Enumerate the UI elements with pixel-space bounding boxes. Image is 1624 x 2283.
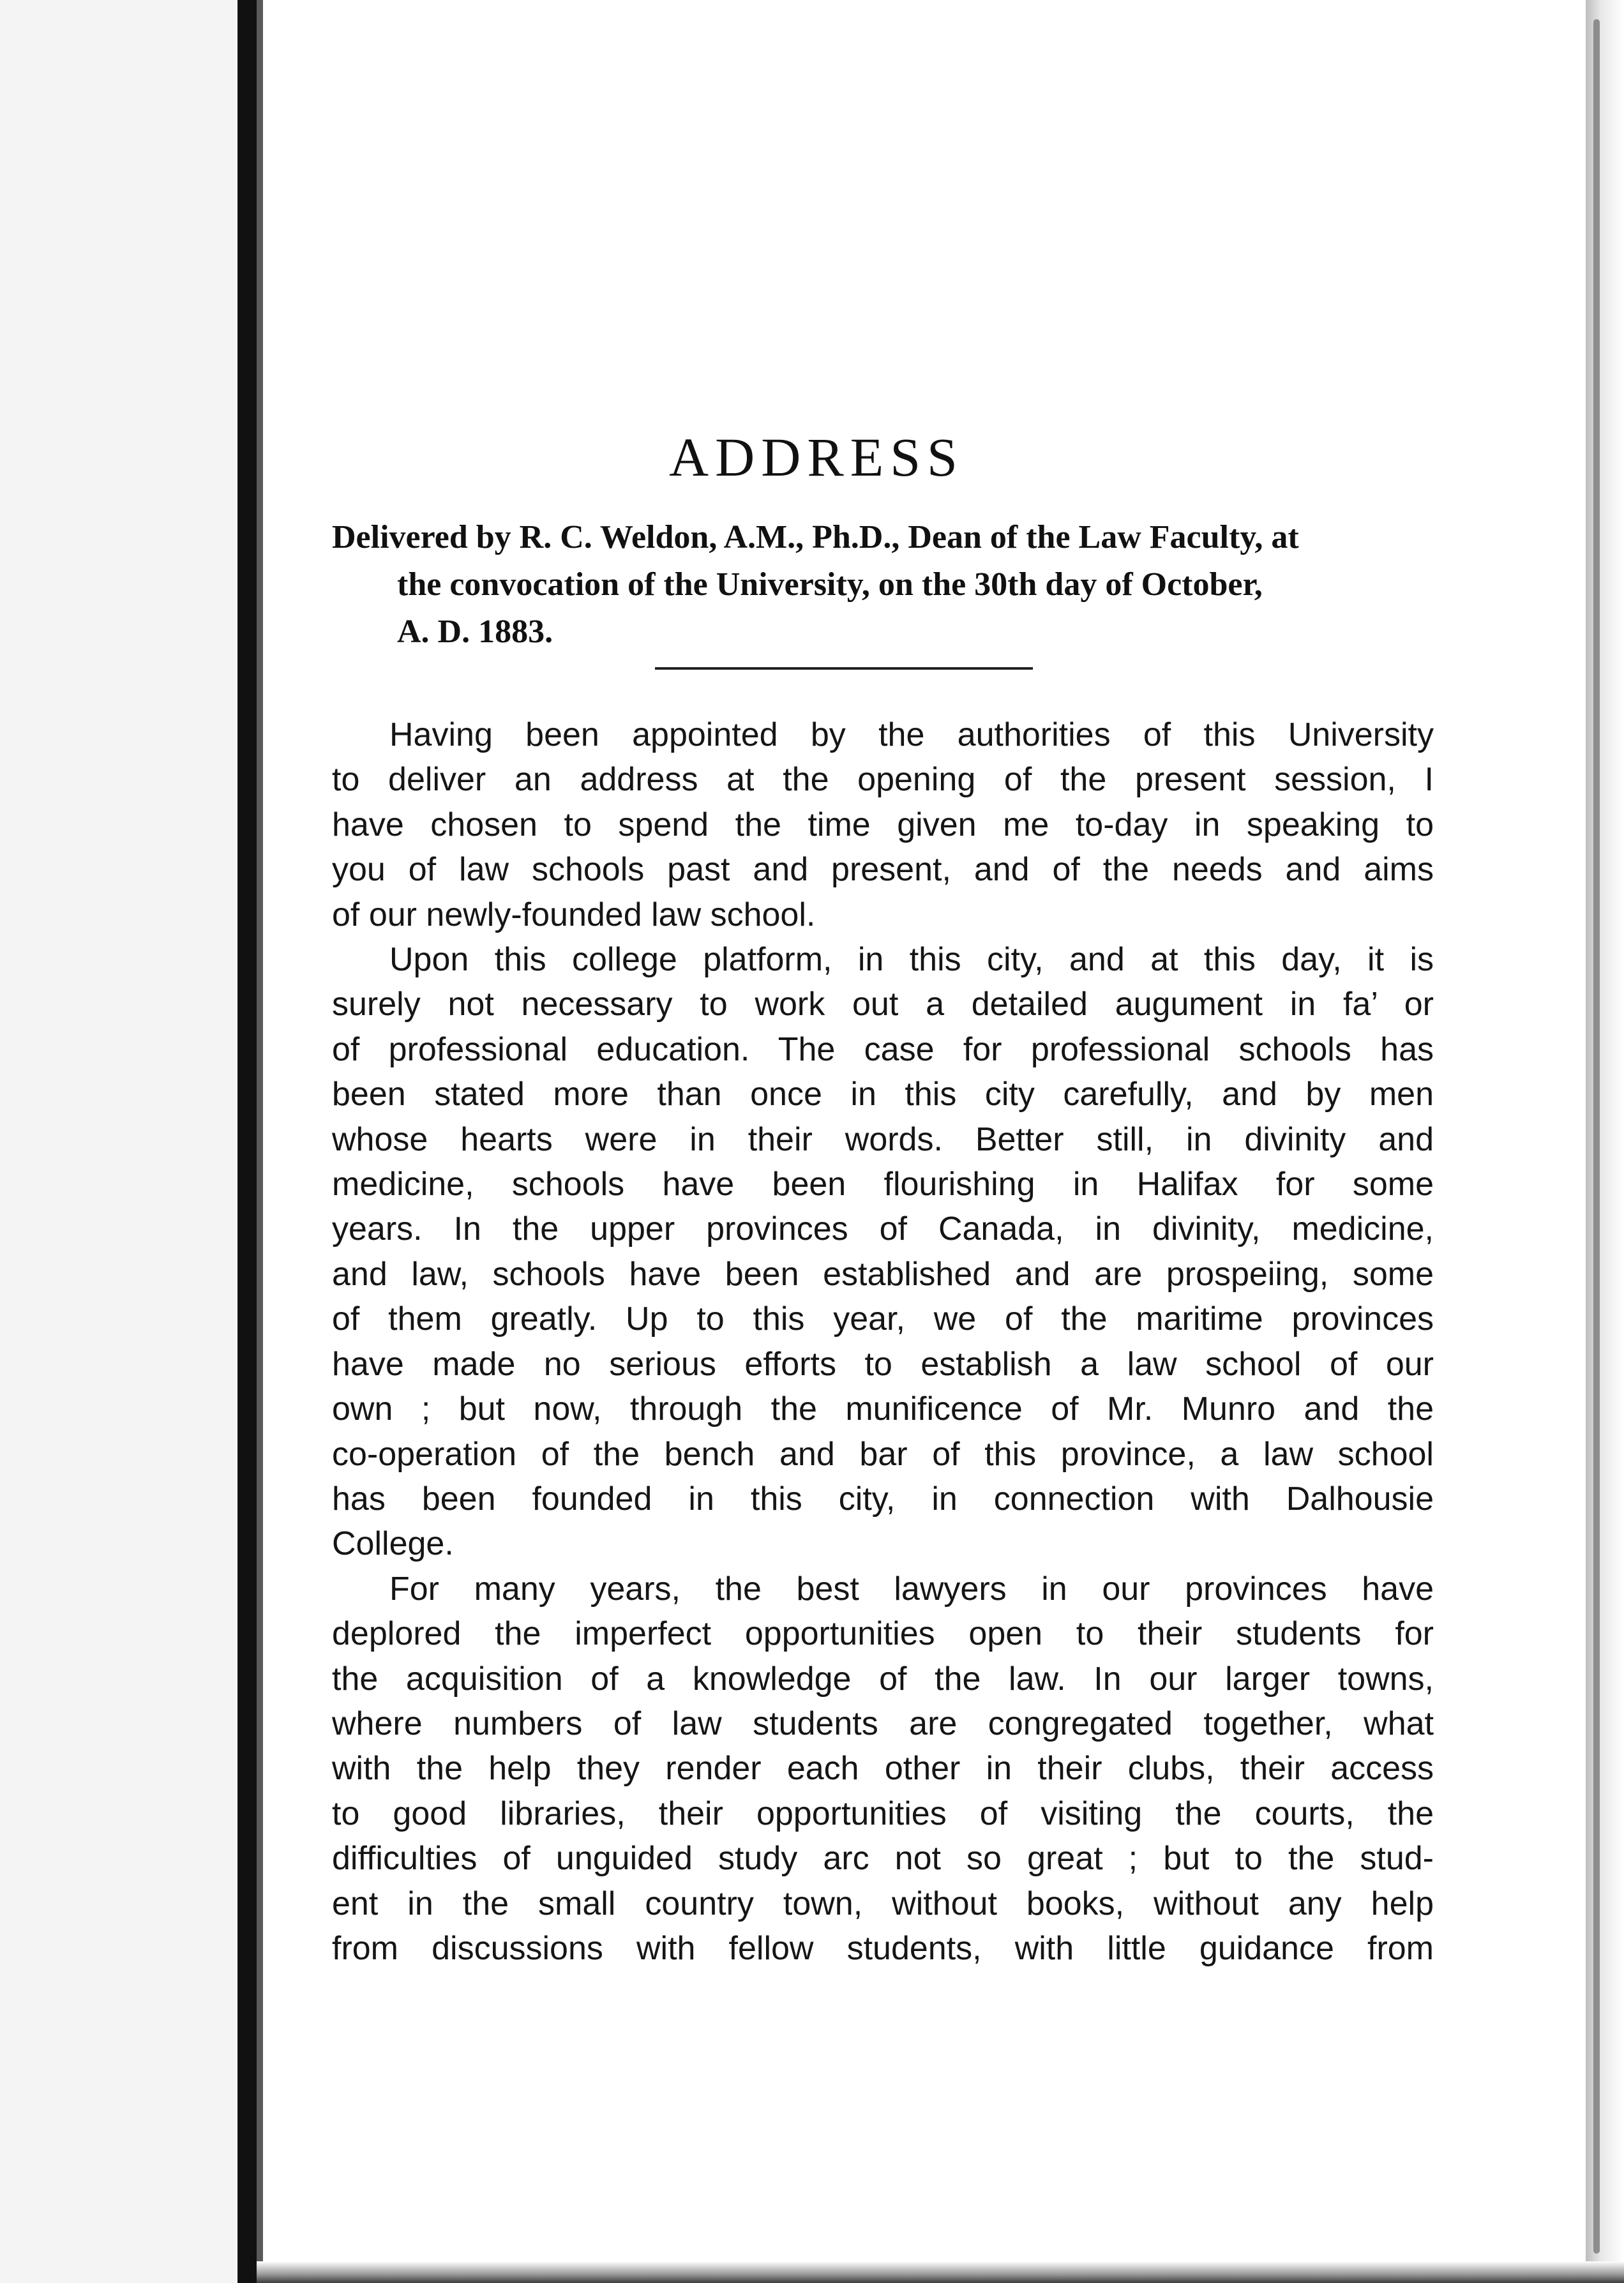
text-line: have made no serious efforts to establish a law school of our (332, 1345, 1434, 1383)
section-rule (655, 667, 1033, 670)
text-line: been stated more than once in this city carefully, and by men (332, 1076, 1434, 1113)
text-line: has been founded in this city, in connection with Dalhousie (332, 1480, 1434, 1518)
text-line: of our newly-founded law school. (332, 896, 816, 933)
text-line: For many years, the best lawyers in our provinces have (389, 1570, 1434, 1608)
delivery-line: Delivered by R. C. Weldon, A.M., Ph.D., Dean of the Law Faculty, at (332, 519, 1299, 555)
delivery-note (332, 514, 1430, 656)
text-line: where numbers of law students are congregated together, what (332, 1705, 1434, 1742)
text-line: from discussions with fellow students, with little guidance from (332, 1929, 1434, 1967)
text-line: of professional education. The case for professional schools has (332, 1030, 1434, 1068)
text-line: of them greatly. Up to this year, we of the maritime provinces (332, 1300, 1434, 1338)
text-line: surely not necessary to work out a detailed augument in fa’ or (332, 986, 1434, 1023)
text-line: co-operation of the bench and bar of this province, a law school (332, 1435, 1434, 1473)
text-line: to deliver an address at the opening of the present session, I (332, 761, 1434, 799)
gutter-shadow (257, 0, 263, 2283)
delivery-line: the convocation of the University, on the 30th day of October, (397, 566, 1263, 603)
text-line: whose hearts were in their words. Better still, in divinity and (332, 1120, 1434, 1158)
text-line: College. (332, 1525, 454, 1563)
text-line: and law, schools have been established and are prospeiing, some (332, 1255, 1434, 1293)
facing-page-edge (0, 0, 236, 2283)
text-line: ent in the small country town, without books, without any help (332, 1885, 1434, 1922)
bottom-page-edge (257, 2261, 1624, 2283)
right-page-border (1593, 19, 1600, 2254)
text-line: deplored the imperfect opportunities open to their students for (332, 1615, 1434, 1653)
text-line: years. In the upper provinces of Canada, in divinity, medicine, (332, 1210, 1434, 1248)
binding-gutter (237, 0, 257, 2283)
page-title: ADDRESS (669, 426, 964, 488)
text-line: Having been appointed by the authorities of this University (389, 716, 1434, 753)
text-line: with the help they render each other in their clubs, their access (332, 1750, 1434, 1788)
text-line: Upon this college platform, in this city, and at this day, it is (389, 941, 1434, 979)
text-line: the acquisition of a knowledge of the law. In our larger towns, (332, 1660, 1434, 1698)
text-line: to good libraries, their opportunities of visiting the courts, the (332, 1795, 1434, 1832)
address-body (332, 712, 1434, 1971)
text-line: difficulties of unguided study arc not so great ; but to the stud- (332, 1840, 1434, 1878)
delivery-line: A. D. 1883. (397, 614, 553, 650)
text-line: you of law schools past and present, and of the needs and aims (332, 851, 1434, 889)
page-content (263, 0, 1586, 2263)
text-line: medicine, schools have been flourishing in Halifax for some (332, 1166, 1434, 1203)
text-line: own ; but now, through the munificence of Mr. Munro and the (332, 1390, 1434, 1428)
right-page-edge (1586, 0, 1624, 2283)
text-line: have chosen to spend the time given me to-day in speaking to (332, 806, 1434, 843)
